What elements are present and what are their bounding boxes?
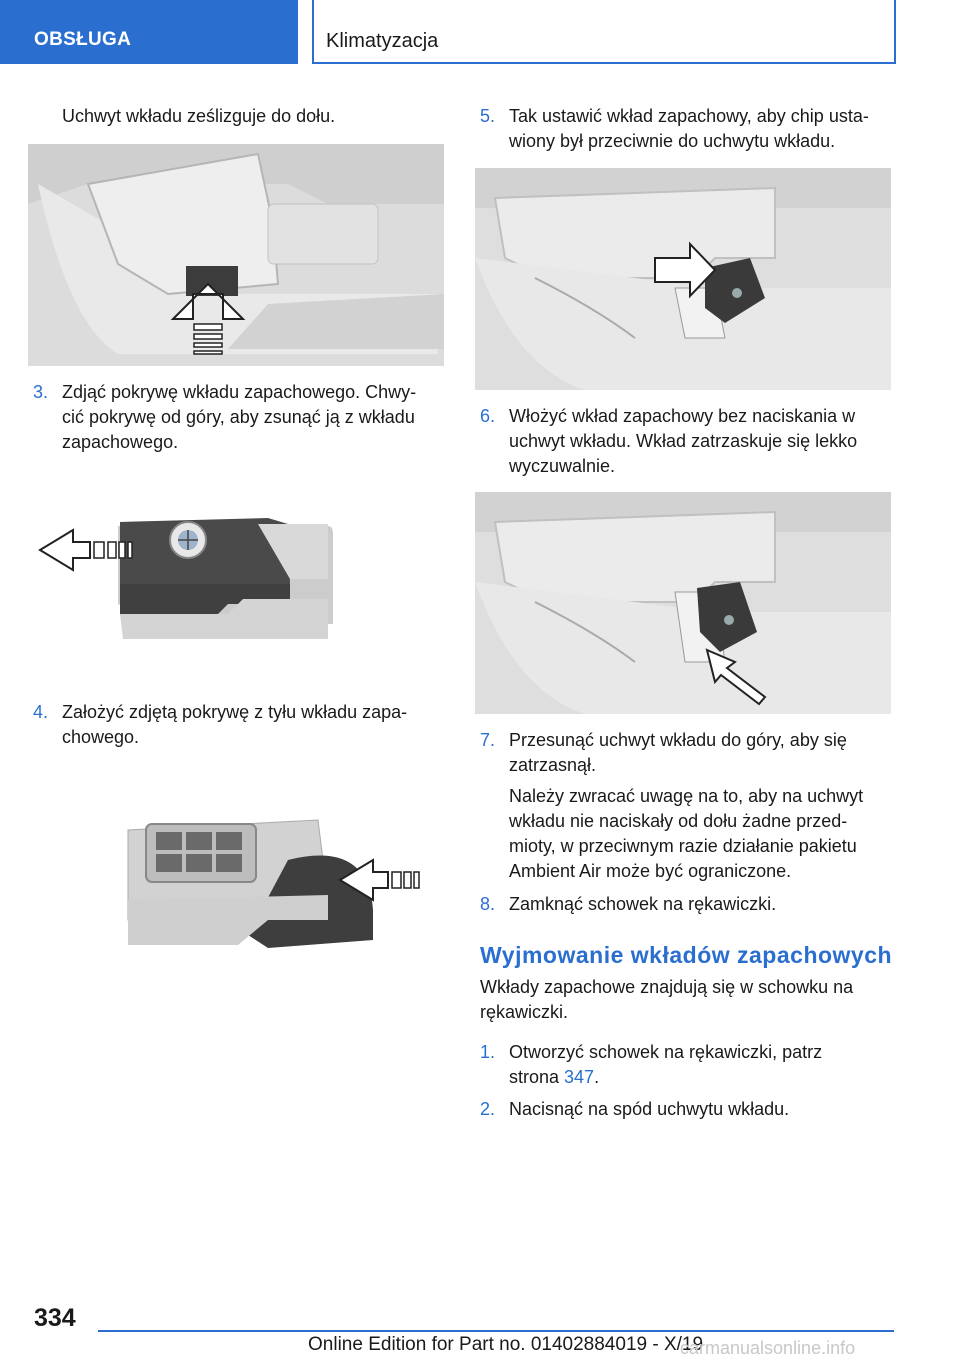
watermark: carmanualsonline.info <box>680 1338 856 1358</box>
intro-text: Uchwyt wkładu ześlizguje do dołu. <box>62 106 336 126</box>
step-number: 7. <box>480 730 496 750</box>
note-line: Ambient Air może być ograniczone. <box>509 861 792 881</box>
step-text: strona <box>509 1067 565 1087</box>
photo-orient-chip <box>475 168 891 390</box>
header-section-label: OBSŁUGA <box>34 29 132 50</box>
header-title-box <box>312 0 896 64</box>
step-line: Otworzyć schowek na rękawiczki, patrz <box>509 1042 823 1062</box>
step-number: 2. <box>480 1099 496 1119</box>
header-section-tab <box>0 0 298 64</box>
step-text: . <box>594 1067 600 1087</box>
footer-edition: Online Edition for Part no. 01402884019 - X/19 <box>308 1334 704 1355</box>
step-line: zapachowego. <box>62 432 179 452</box>
step-number: 5. <box>480 106 496 126</box>
photo-holder-slides-down <box>28 144 444 366</box>
note-line: mioty, w przeciwnym razie działanie pakietu <box>509 836 857 856</box>
step-number: 8. <box>480 894 496 914</box>
step-line: zatrzasnął. <box>509 755 597 775</box>
step-number: 3. <box>33 382 49 402</box>
section-intro-line: Wkłady zapachowe znajdują się w schowku na <box>480 977 854 997</box>
section-intro <box>480 975 896 1025</box>
step-line: Założyć zdjętą pokrywę z tyłu wkładu zapa‐ <box>62 702 408 722</box>
page-number: 334 <box>34 1304 76 1332</box>
photo-remove-cover <box>28 484 444 664</box>
note-text <box>509 784 896 884</box>
page-reference-link[interactable]: 347 <box>564 1067 595 1087</box>
step-line: Zdjąć pokrywę wkładu zapachowego. Chwy‐ <box>62 382 417 402</box>
step-number: 1. <box>480 1042 496 1062</box>
step-line: cić pokrywę od góry, aby zsunąć ją z wkładu <box>62 407 415 427</box>
section-heading: Wyjmowanie wkładów zapachowych <box>480 942 893 968</box>
step-line: Tak ustawić wkład zapachowy, aby chip usta‐ <box>509 106 869 126</box>
note-line: wkładu nie naciskały od dołu żadne przed‐ <box>509 811 848 831</box>
step-line: Przesunąć uchwyt wkładu do góry, aby się <box>509 730 847 750</box>
step-number: 4. <box>33 702 49 722</box>
step-line: uchwyt wkładu. Wkład zatrzaskuje się lekko <box>509 431 858 451</box>
photo-insert-cartridge <box>475 492 891 714</box>
step-line <box>509 1065 896 1090</box>
step-line: Nacisnąć na spód uchwytu wkładu. <box>509 1099 790 1119</box>
step-line: wyczuwalnie. <box>509 456 616 476</box>
step-number: 6. <box>480 406 496 426</box>
step-line: wiony był przeciwnie do uchwytu wkładu. <box>509 131 836 151</box>
step-line: chowego. <box>62 727 140 747</box>
footer-divider <box>98 1330 894 1332</box>
photo-attach-cover-back <box>28 800 444 970</box>
step-line: Włożyć wkład zapachowy bez naciskania w <box>509 406 856 426</box>
step-line: Zamknąć schowek na rękawiczki. <box>509 894 777 914</box>
header-title: Klimatyzacja <box>326 30 439 52</box>
section-intro-line: rękawiczki. <box>480 1002 569 1022</box>
note-line: Należy zwracać uwagę na to, aby na uchwyt <box>509 786 864 806</box>
